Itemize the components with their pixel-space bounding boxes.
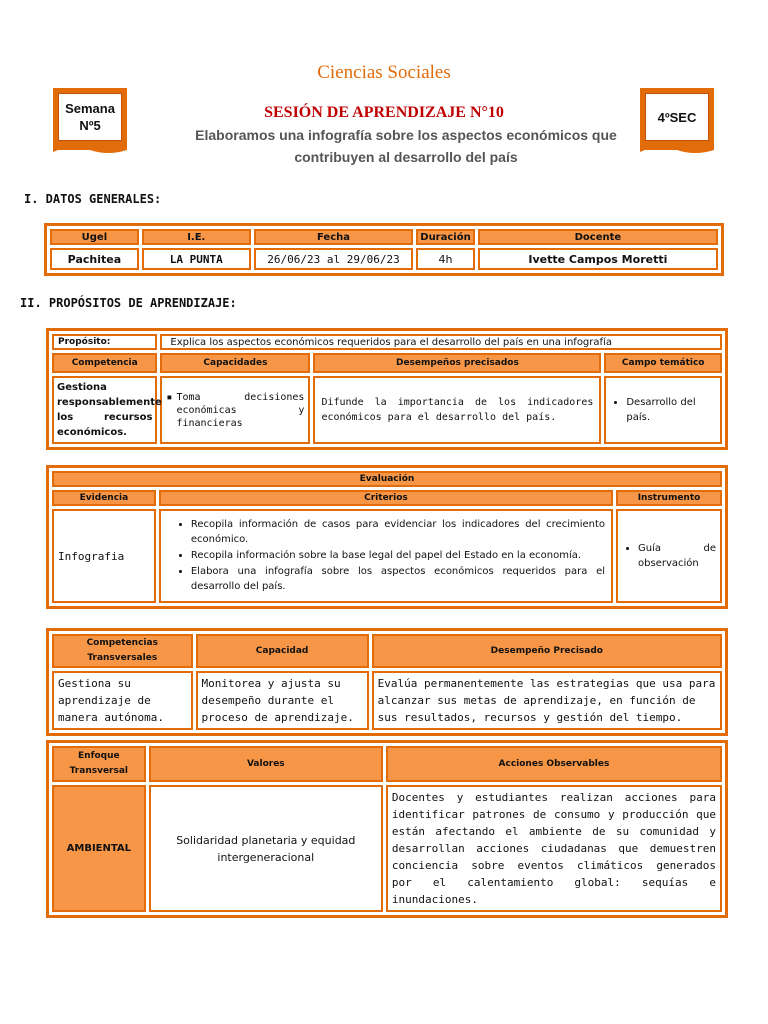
header-duracion: Duración <box>416 229 475 245</box>
section-heading-general: I. DATOS GENERALES: <box>24 192 162 206</box>
header-ie: I.E. <box>142 229 251 245</box>
campo-text: • Desarrollo del país. <box>626 395 716 425</box>
grade-label: 4ºSEC <box>657 109 697 125</box>
value-docente: Ivette Campos Moretti <box>478 248 718 270</box>
value-ie: LA PUNTA <box>142 248 251 270</box>
evaluation-title: Evaluación <box>52 471 722 487</box>
week-number: Nº5 <box>79 118 101 133</box>
header-desempenos: Desempeños precisados <box>313 353 601 373</box>
subject-title: Ciencias Sociales <box>317 62 451 83</box>
valores-text: Solidaridad planetaria y equidad intergeneracional <box>149 785 383 912</box>
general-data-table <box>44 223 724 276</box>
header-evidencia: Evidencia <box>52 490 156 506</box>
ribbon-wave-icon <box>640 144 714 156</box>
capacidad-cell <box>160 376 310 444</box>
purpose-label: Propósito: <box>52 334 157 350</box>
header-criterios: Criterios <box>159 490 613 506</box>
transversal-competencia: Gestiona su aprendizaje de manera autónoma. <box>52 671 193 730</box>
header-campo: Campo temático <box>604 353 722 373</box>
transversal-table <box>46 628 728 736</box>
purpose-text: Explica los aspectos económicos requeridos para el desarrollo del país en una infografía <box>160 334 722 350</box>
approach-table <box>46 740 728 918</box>
header-desempeno-precisado: Desempeño Precisado <box>372 634 722 668</box>
criteria-item: • Recopila información de casos para evidenciar los indicadores del crecimiento económico. <box>191 517 605 547</box>
value-ugel: Pachitea <box>50 248 139 270</box>
value-fecha: 26/06/23 al 29/06/23 <box>254 248 413 270</box>
ribbon-wave-icon <box>53 144 127 156</box>
header-capacidades: Capacidades <box>160 353 310 373</box>
grade-badge <box>640 88 714 150</box>
session-title: SESIÓN DE APRENDIZAJE N°10 <box>264 104 504 121</box>
header-competencias-transversales: Competencias Transversales <box>52 634 193 668</box>
instrument-cell <box>616 509 722 603</box>
instrument-text: • Guía de observación <box>638 541 716 571</box>
header-enfoque: Enfoque Transversal <box>52 746 146 782</box>
week-label: Semana <box>65 101 115 116</box>
bullet-icon: ▪ <box>166 391 173 403</box>
week-badge <box>53 88 127 150</box>
header-competencia: Competencia <box>52 353 157 373</box>
transversal-capacidad: Monitorea y ajusta su desempeño durante el proceso de aprendizaje. <box>196 671 369 730</box>
enfoque-value: AMBIENTAL <box>52 785 146 912</box>
evidence-text: Infografia <box>52 509 156 603</box>
capacidad-text: Toma decisiones económicas y financieras <box>176 391 305 429</box>
header-acciones: Acciones Observables <box>386 746 722 782</box>
transversal-desempeno: Evalúa permanentemente las estrategias que usa para alcanzar sus metas de aprendizaje, en función de sus resultados, recursos y gestión del tiempo. <box>372 671 722 730</box>
header-fecha: Fecha <box>254 229 413 245</box>
header-docente: Docente <box>478 229 718 245</box>
header-valores: Valores <box>149 746 383 782</box>
evaluation-table <box>46 465 728 609</box>
desempeno-text: Difunde la importancia de los indicadores económicos para el desarrollo del país. <box>313 376 601 444</box>
header-instrumento: Instrumento <box>616 490 722 506</box>
session-subtitle: Elaboramos una infografía sobre los aspectos económicos que contribuyen al desarrollo del país <box>195 127 617 165</box>
campo-cell <box>604 376 722 444</box>
header-capacidad: Capacidad <box>196 634 369 668</box>
acciones-text: Docentes y estudiantes realizan acciones para identificar patrones de consumo y producción que están afectando el ambiente de su comunidad y desarrollan acciones ciudadanas que demuestren conciencia sobre eventos climáticos generados por el calentamiento global: sequías e inundaciones. <box>386 785 722 912</box>
competencia-text: Gestiona responsablemente los recursos económicos. <box>52 376 157 444</box>
purposes-table <box>46 328 728 450</box>
section-heading-purposes: II. PROPÓSITOS DE APRENDIZAJE: <box>20 296 237 310</box>
criteria-cell <box>159 509 613 603</box>
criteria-item: • Recopila información sobre la base legal del papel del Estado en la economía. <box>191 548 605 563</box>
header-ugel: Ugel <box>50 229 139 245</box>
value-duracion: 4h <box>416 248 475 270</box>
criteria-item: • Elabora una infografía sobre los aspectos económicos requeridos para el desarrollo del país. <box>191 564 605 594</box>
